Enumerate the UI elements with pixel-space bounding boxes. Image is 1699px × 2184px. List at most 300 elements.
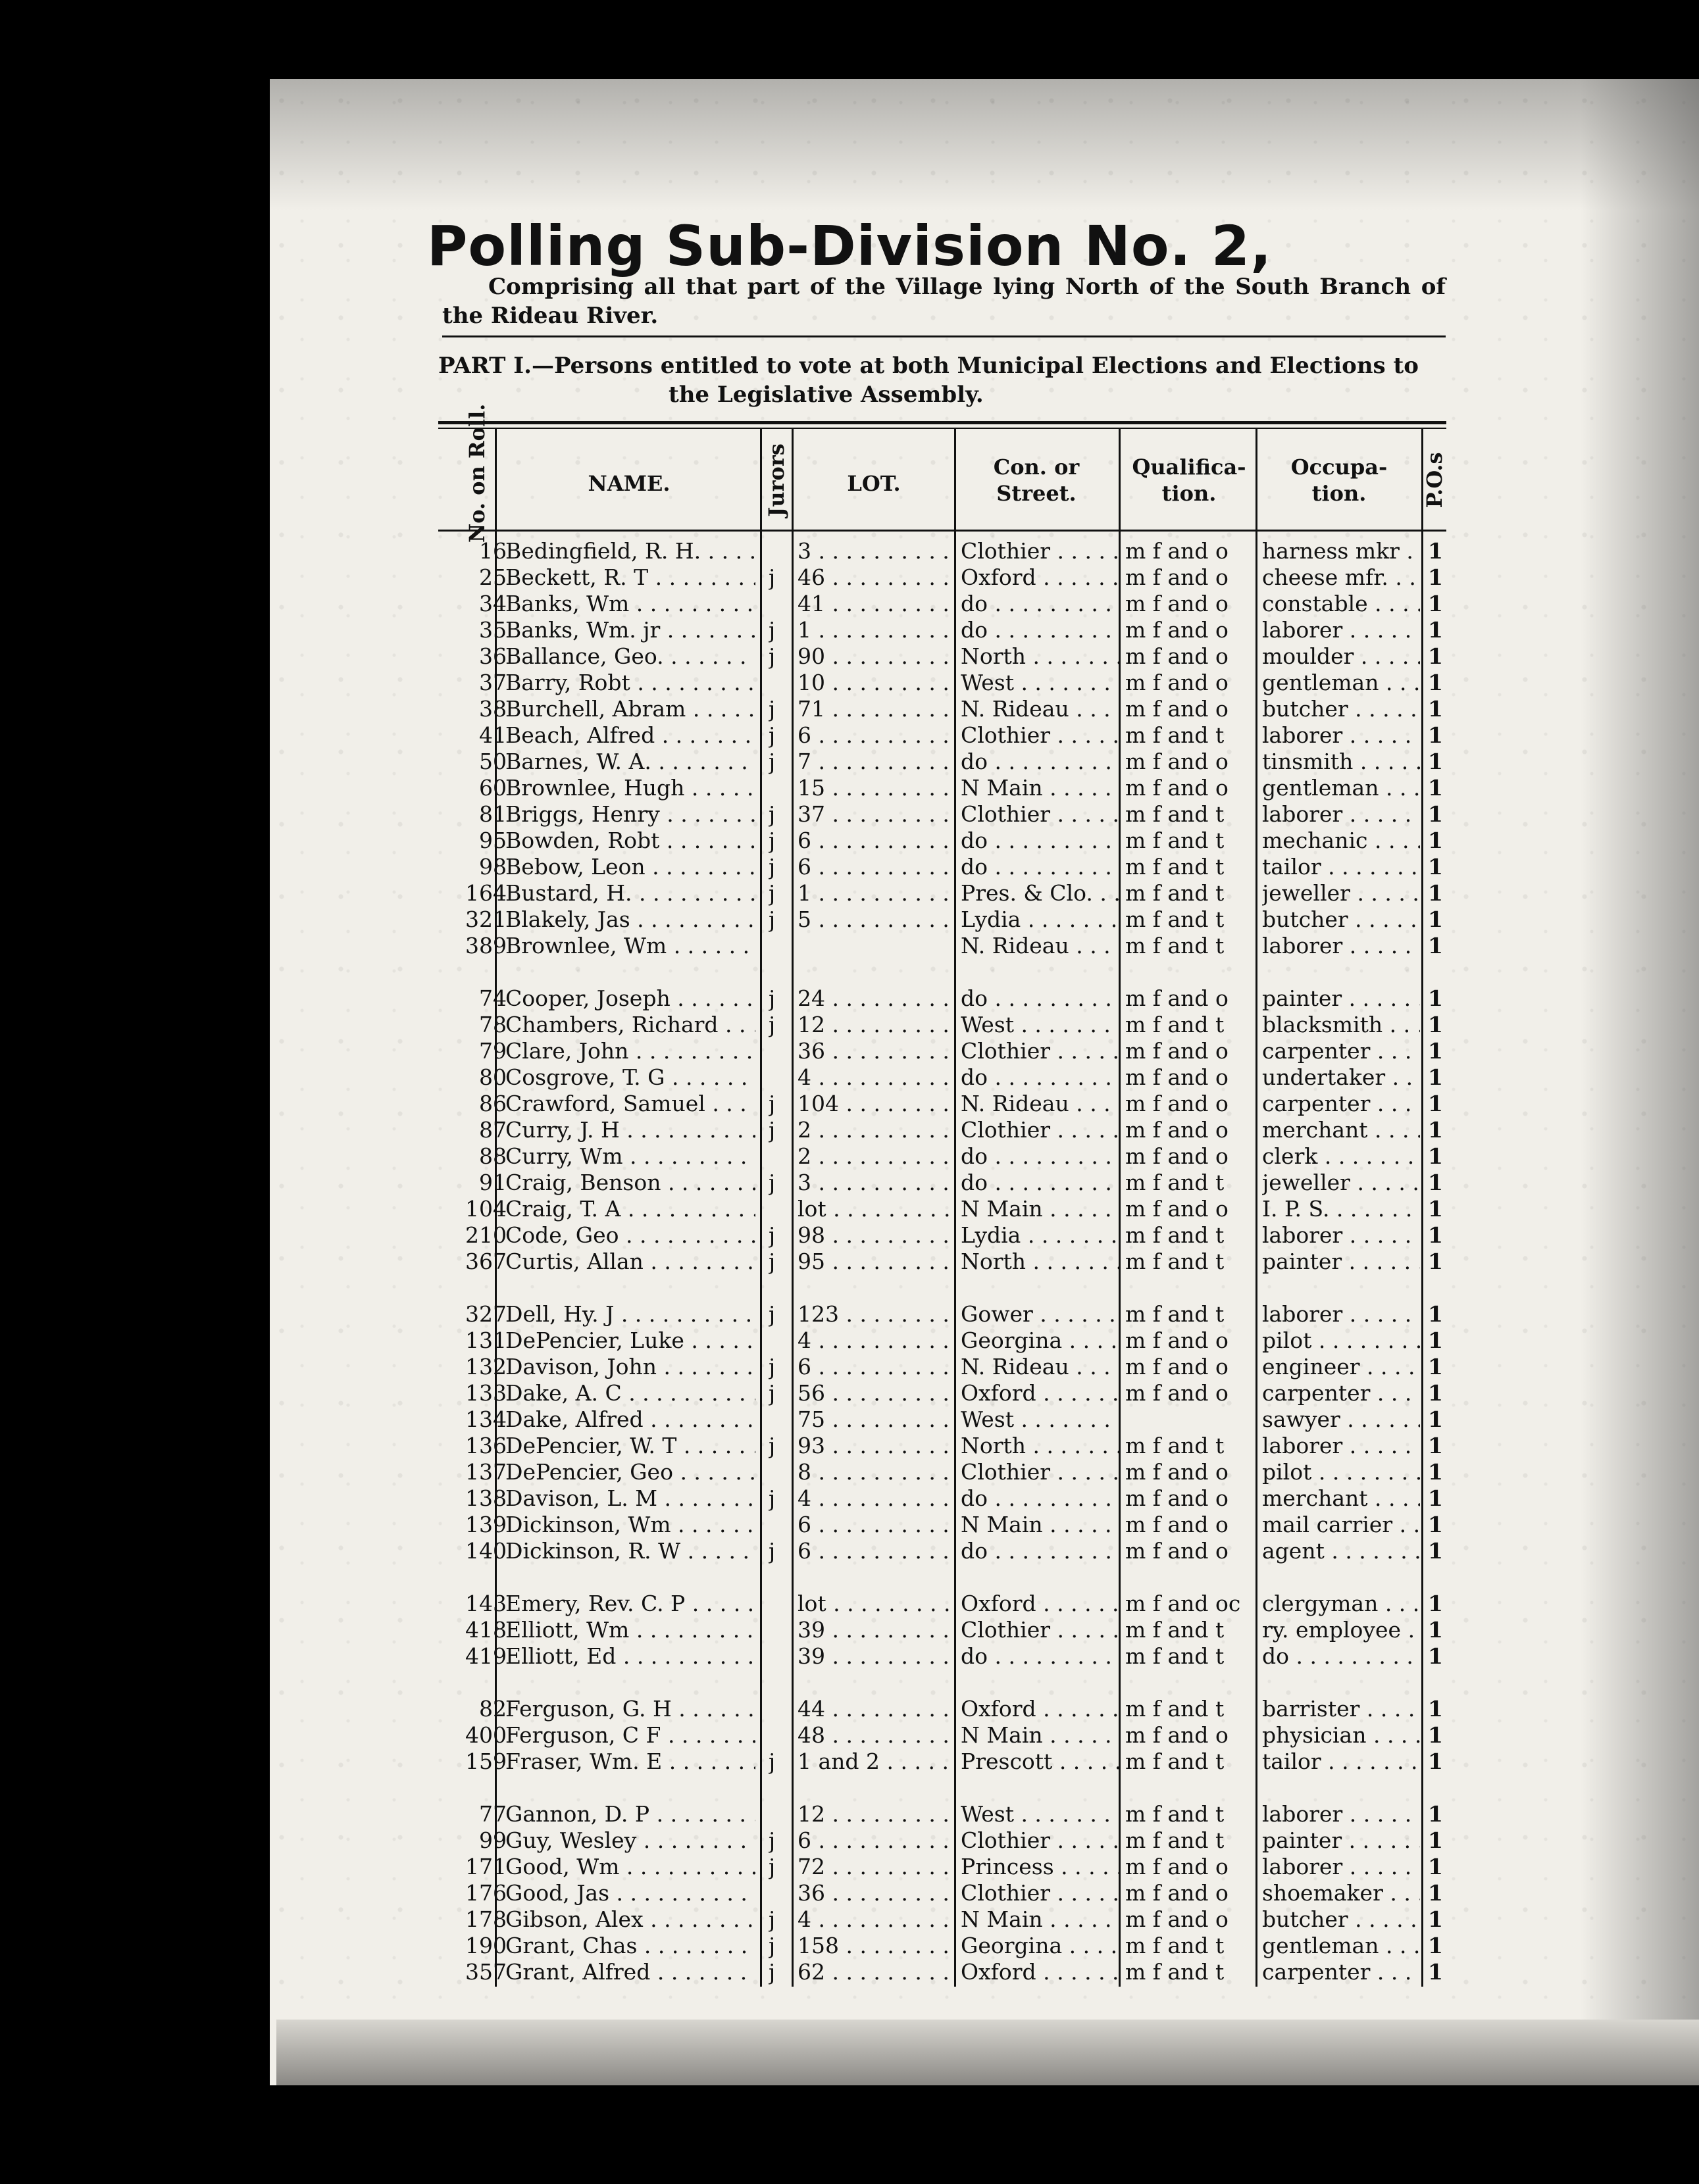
part-heading-line1: PART I.—Persons entitled to vote at both Municipal Elections and Elections to bbox=[438, 353, 1419, 379]
voter-name-cell: Crawford, Samuel . . . bbox=[505, 1091, 755, 1116]
po-cell: 1 bbox=[1428, 933, 1443, 958]
roll-number-cell: 60 bbox=[479, 775, 507, 801]
lot-cell: 6 . . . bbox=[798, 722, 949, 748]
voter-name-cell: Dake, A. C . . . bbox=[505, 1380, 755, 1406]
po-cell: 1 bbox=[1428, 775, 1443, 801]
juror-mark-cell: j bbox=[769, 1091, 776, 1116]
roll-number-cell: 139 bbox=[465, 1512, 507, 1537]
lot-cell: 12 . . . bbox=[798, 1801, 949, 1827]
po-cell: 1 bbox=[1428, 1591, 1443, 1616]
header-no-on-roll: No. on Roll. bbox=[465, 403, 490, 543]
voter-name-cell: DePencier, W. T . . . bbox=[505, 1433, 755, 1458]
con-street-cell: Clothier . . . bbox=[961, 1827, 1119, 1853]
occupation-cell: barrister . . . bbox=[1262, 1696, 1420, 1722]
po-cell: 1 bbox=[1428, 1433, 1443, 1458]
con-street-cell: do . . . bbox=[961, 617, 1119, 643]
occupation-cell: carpenter . . . bbox=[1262, 1091, 1420, 1116]
header-qualification: Qualifica-tion. bbox=[1132, 455, 1246, 506]
occupation-cell: constable . . . bbox=[1262, 591, 1420, 616]
con-street-cell: Clothier . . . bbox=[961, 1038, 1119, 1064]
qualification-cell: m f and oc bbox=[1125, 1591, 1241, 1616]
roll-number-cell: 91 bbox=[479, 1170, 507, 1195]
voter-name-cell: Good, Jas . . . bbox=[505, 1880, 755, 1906]
lot-cell: 24 . . . bbox=[798, 985, 949, 1011]
header-occupation: Occupa-tion. bbox=[1290, 455, 1388, 506]
po-cell: 1 bbox=[1428, 1196, 1443, 1222]
juror-mark-cell: j bbox=[769, 1906, 776, 1932]
po-cell: 1 bbox=[1428, 722, 1443, 748]
con-street-cell: do . . . bbox=[961, 749, 1119, 774]
lot-cell: 3 . . . bbox=[798, 1170, 949, 1195]
table-top-rule-thin bbox=[438, 428, 1446, 429]
voter-name-cell: Good, Wm . . . bbox=[505, 1854, 755, 1879]
occupation-cell: jeweller . . . bbox=[1262, 880, 1420, 906]
voter-name-cell: Elliott, Wm . . . bbox=[505, 1617, 755, 1643]
occupation-cell: merchant . . . bbox=[1262, 1117, 1420, 1143]
lot-cell: 123 . . . bbox=[798, 1301, 949, 1327]
con-street-cell: Clothier . . . bbox=[961, 722, 1119, 748]
roll-number-cell: 25 bbox=[479, 564, 507, 590]
con-street-cell: Pres. & Clo. . . . bbox=[961, 880, 1119, 906]
con-street-cell: do . . . bbox=[961, 1143, 1119, 1169]
roll-number-cell: 138 bbox=[465, 1485, 507, 1511]
po-cell: 1 bbox=[1428, 1091, 1443, 1116]
qualification-cell: m f and t bbox=[1125, 722, 1225, 748]
po-cell: 1 bbox=[1428, 538, 1443, 564]
roll-number-cell: 16 bbox=[479, 538, 507, 564]
juror-mark-cell: j bbox=[769, 801, 776, 827]
occupation-cell: clergyman . . . bbox=[1262, 1591, 1420, 1616]
po-cell: 1 bbox=[1428, 1827, 1443, 1853]
occupation-cell: laborer . . . bbox=[1262, 722, 1420, 748]
po-cell: 1 bbox=[1428, 749, 1443, 774]
voter-name-cell: Elliott, Ed . . . bbox=[505, 1643, 755, 1669]
qualification-cell: m f and t bbox=[1125, 880, 1225, 906]
voter-name-cell: Davison, L. M . . . bbox=[505, 1485, 755, 1511]
qualification-cell: m f and o bbox=[1125, 564, 1229, 590]
po-cell: 1 bbox=[1428, 1643, 1443, 1669]
juror-mark-cell: j bbox=[769, 1433, 776, 1458]
occupation-cell: shoemaker . . . bbox=[1262, 1880, 1420, 1906]
voter-name-cell: Beckett, R. T . . . bbox=[505, 564, 755, 590]
voter-name-cell: Clare, John . . . bbox=[505, 1038, 755, 1064]
voter-name-cell: Banks, Wm. jr . . . bbox=[505, 617, 755, 643]
occupation-cell: laborer . . . bbox=[1262, 1854, 1420, 1879]
header-lot: LOT. bbox=[847, 471, 901, 496]
roll-number-cell: 38 bbox=[479, 696, 507, 722]
roll-number-cell: 210 bbox=[465, 1222, 507, 1248]
lot-cell: 1 and 2 . . . bbox=[798, 1749, 949, 1774]
occupation-cell: do . . . bbox=[1262, 1643, 1420, 1669]
con-street-cell: Clothier . . . bbox=[961, 1880, 1119, 1906]
roll-number-cell: 190 bbox=[465, 1933, 507, 1958]
voter-name-cell: Burchell, Abram . . . bbox=[505, 696, 755, 722]
lot-cell: 1 . . . bbox=[798, 617, 949, 643]
qualification-cell: m f and t bbox=[1125, 933, 1225, 958]
voter-name-cell: Gibson, Alex . . . bbox=[505, 1906, 755, 1932]
juror-mark-cell: j bbox=[769, 722, 776, 748]
qualification-cell: m f and t bbox=[1125, 1801, 1225, 1827]
lot-cell: 12 . . . bbox=[798, 1012, 949, 1037]
roll-number-cell: 389 bbox=[465, 933, 507, 958]
lot-cell: 6 . . . bbox=[798, 1538, 949, 1564]
occupation-cell: physician . . . bbox=[1262, 1722, 1420, 1748]
con-street-cell: Prescott . . . bbox=[961, 1749, 1119, 1774]
roll-number-cell: 131 bbox=[465, 1328, 507, 1353]
juror-mark-cell: j bbox=[769, 854, 776, 880]
juror-mark-cell: j bbox=[769, 1354, 776, 1379]
po-cell: 1 bbox=[1428, 1801, 1443, 1827]
qualification-cell: m f and o bbox=[1125, 749, 1229, 774]
con-street-cell: West . . . bbox=[961, 1012, 1119, 1037]
roll-number-cell: 34 bbox=[479, 591, 507, 616]
lot-cell: 71 . . . bbox=[798, 696, 949, 722]
lot-cell: 46 . . . bbox=[798, 564, 949, 590]
juror-mark-cell: j bbox=[769, 1222, 776, 1248]
page-subtitle: Comprising all that part of the Village lying North of the South Branch of the Rideau River. bbox=[442, 274, 1446, 329]
lot-cell: 39 . . . bbox=[798, 1617, 949, 1643]
qualification-cell: m f and o bbox=[1125, 1064, 1229, 1090]
occupation-cell: butcher . . . bbox=[1262, 1906, 1420, 1932]
voter-name-cell: Barnes, W. A. . . . bbox=[505, 749, 755, 774]
po-cell: 1 bbox=[1428, 564, 1443, 590]
voter-name-cell: Cosgrove, T. G . . . bbox=[505, 1064, 755, 1090]
con-street-cell: do . . . bbox=[961, 1538, 1119, 1564]
occupation-cell: laborer . . . bbox=[1262, 1301, 1420, 1327]
occupation-cell: gentleman . . . bbox=[1262, 775, 1420, 801]
roll-number-cell: 400 bbox=[465, 1722, 507, 1748]
qualification-cell: m f and t bbox=[1125, 1249, 1225, 1274]
qualification-cell: m f and t bbox=[1125, 828, 1225, 853]
lot-cell: 90 . . . bbox=[798, 643, 949, 669]
juror-mark-cell: j bbox=[769, 880, 776, 906]
qualification-cell: m f and t bbox=[1125, 1933, 1225, 1958]
occupation-cell: carpenter . . . bbox=[1262, 1380, 1420, 1406]
voter-name-cell: DePencier, Geo . . . bbox=[505, 1459, 755, 1485]
roll-number-cell: 134 bbox=[465, 1406, 507, 1432]
po-cell: 1 bbox=[1428, 1959, 1443, 1985]
occupation-cell: merchant . . . bbox=[1262, 1485, 1420, 1511]
po-cell: 1 bbox=[1428, 1038, 1443, 1064]
voter-name-cell: Ferguson, G. H . . . bbox=[505, 1696, 755, 1722]
occupation-cell: pilot . . . bbox=[1262, 1328, 1420, 1353]
po-cell: 1 bbox=[1428, 670, 1443, 695]
col-divider-3 bbox=[792, 428, 794, 1987]
juror-mark-cell: j bbox=[769, 1301, 776, 1327]
po-cell: 1 bbox=[1428, 1354, 1443, 1379]
lot-cell: 7 . . . bbox=[798, 749, 949, 774]
roll-number-cell: 41 bbox=[479, 722, 507, 748]
voter-name-cell: DePencier, Luke . . . bbox=[505, 1328, 755, 1353]
qualification-cell: m f and o bbox=[1125, 1459, 1229, 1485]
occupation-cell: mail carrier . . . bbox=[1262, 1512, 1420, 1537]
lot-cell: 4 . . . bbox=[798, 1328, 949, 1353]
roll-number-cell: 159 bbox=[465, 1749, 507, 1774]
page-bottom-margin bbox=[276, 2020, 1699, 2085]
con-street-cell: N Main . . . bbox=[961, 775, 1119, 801]
col-divider-7 bbox=[1421, 428, 1423, 1987]
juror-mark-cell: j bbox=[769, 1959, 776, 1985]
roll-number-cell: 86 bbox=[479, 1091, 507, 1116]
juror-mark-cell: j bbox=[769, 906, 776, 932]
lot-cell: 72 . . . bbox=[798, 1854, 949, 1879]
qualification-cell: m f and t bbox=[1125, 1170, 1225, 1195]
po-cell: 1 bbox=[1428, 1485, 1443, 1511]
qualification-cell: m f and o bbox=[1125, 1722, 1229, 1748]
con-street-cell: Oxford . . . bbox=[961, 1591, 1119, 1616]
voter-name-cell: Blakely, Jas . . . bbox=[505, 906, 755, 932]
po-cell: 1 bbox=[1428, 696, 1443, 722]
lot-cell: 62 . . . bbox=[798, 1959, 949, 1985]
qualification-cell: m f and o bbox=[1125, 670, 1229, 695]
occupation-cell: painter . . . bbox=[1262, 1249, 1420, 1274]
voter-name-cell: Cooper, Joseph . . . bbox=[505, 985, 755, 1011]
roll-number-cell: 357 bbox=[465, 1959, 507, 1985]
lot-cell: 8 . . . bbox=[798, 1459, 949, 1485]
occupation-cell: laborer . . . bbox=[1262, 617, 1420, 643]
header-name: NAME. bbox=[588, 471, 671, 496]
occupation-cell: laborer . . . bbox=[1262, 801, 1420, 827]
header-bottom-rule bbox=[438, 530, 1446, 532]
po-cell: 1 bbox=[1428, 1064, 1443, 1090]
con-street-cell: do . . . bbox=[961, 1170, 1119, 1195]
occupation-cell: gentleman . . . bbox=[1262, 1933, 1420, 1958]
qualification-cell: m f and t bbox=[1125, 1222, 1225, 1248]
lot-cell: 6 . . . bbox=[798, 854, 949, 880]
po-cell: 1 bbox=[1428, 1933, 1443, 1958]
occupation-cell: painter . . . bbox=[1262, 1827, 1420, 1853]
con-street-cell: N Main . . . bbox=[961, 1196, 1119, 1222]
po-cell: 1 bbox=[1428, 1117, 1443, 1143]
roll-number-cell: 82 bbox=[479, 1696, 507, 1722]
roll-number-cell: 321 bbox=[465, 906, 507, 932]
con-street-cell: N. Rideau . . . bbox=[961, 933, 1119, 958]
lot-cell: 3 . . . bbox=[798, 538, 949, 564]
occupation-cell: I. P. S. . . . bbox=[1262, 1196, 1420, 1222]
con-street-cell: Clothier . . . bbox=[961, 538, 1119, 564]
voter-name-cell: Dake, Alfred . . . bbox=[505, 1406, 755, 1432]
voter-name-cell: Brownlee, Hugh . . . bbox=[505, 775, 755, 801]
po-cell: 1 bbox=[1428, 1538, 1443, 1564]
lot-cell: 75 . . . bbox=[798, 1406, 949, 1432]
occupation-cell: ry. employee . . . bbox=[1262, 1617, 1420, 1643]
qualification-cell: m f and o bbox=[1125, 1091, 1229, 1116]
qualification-cell: m f and o bbox=[1125, 696, 1229, 722]
occupation-cell: tailor . . . bbox=[1262, 1749, 1420, 1774]
po-cell: 1 bbox=[1428, 880, 1443, 906]
occupation-cell: butcher . . . bbox=[1262, 906, 1420, 932]
con-street-cell: Oxford . . . bbox=[961, 1959, 1119, 1985]
juror-mark-cell: j bbox=[769, 617, 776, 643]
voter-name-cell: Ballance, Geo. . . . bbox=[505, 643, 755, 669]
con-street-cell: do . . . bbox=[961, 1064, 1119, 1090]
con-street-cell: N Main . . . bbox=[961, 1722, 1119, 1748]
con-street-cell: North . . . bbox=[961, 1249, 1119, 1274]
con-street-cell: Oxford . . . bbox=[961, 1696, 1119, 1722]
lot-cell: 95 . . . bbox=[798, 1249, 949, 1274]
lot-cell: 1 . . . bbox=[798, 880, 949, 906]
roll-number-cell: 80 bbox=[479, 1064, 507, 1090]
con-street-cell: N Main . . . bbox=[961, 1906, 1119, 1932]
qualification-cell: m f and t bbox=[1125, 1827, 1225, 1853]
lot-cell: lot . . . bbox=[798, 1591, 949, 1616]
con-street-cell: N Main . . . bbox=[961, 1512, 1119, 1537]
qualification-cell: m f and o bbox=[1125, 1880, 1229, 1906]
juror-mark-cell: j bbox=[769, 749, 776, 774]
roll-number-cell: 81 bbox=[479, 801, 507, 827]
header-con-street: Con. or Street. bbox=[993, 455, 1080, 506]
qualification-cell: m f and o bbox=[1125, 1038, 1229, 1064]
qualification-cell: m f and o bbox=[1125, 1485, 1229, 1511]
juror-mark-cell: j bbox=[769, 1749, 776, 1774]
con-street-cell: Clothier . . . bbox=[961, 801, 1119, 827]
roll-number-cell: 143 bbox=[465, 1591, 507, 1616]
part-heading-line2: the Legislative Assembly. bbox=[669, 382, 984, 408]
roll-number-cell: 164 bbox=[465, 880, 507, 906]
lot-cell: 15 . . . bbox=[798, 775, 949, 801]
occupation-cell: tailor . . . bbox=[1262, 854, 1420, 880]
header-po: P.O.s bbox=[1422, 452, 1447, 509]
roll-number-cell: 137 bbox=[465, 1459, 507, 1485]
occupation-cell: jeweller . . . bbox=[1262, 1170, 1420, 1195]
occupation-cell: undertaker . . . bbox=[1262, 1064, 1420, 1090]
con-street-cell: Oxford . . . bbox=[961, 564, 1119, 590]
roll-number-cell: 78 bbox=[479, 1012, 507, 1037]
po-cell: 1 bbox=[1428, 1301, 1443, 1327]
voter-name-cell: Chambers, Richard . . . bbox=[505, 1012, 755, 1037]
roll-number-cell: 367 bbox=[465, 1249, 507, 1274]
roll-number-cell: 104 bbox=[465, 1196, 507, 1222]
occupation-cell: laborer . . . bbox=[1262, 1222, 1420, 1248]
occupation-cell: pilot . . . bbox=[1262, 1459, 1420, 1485]
occupation-cell: butcher . . . bbox=[1262, 696, 1420, 722]
lot-cell: 6 . . . bbox=[798, 1512, 949, 1537]
lot-cell: 4 . . . bbox=[798, 1906, 949, 1932]
qualification-cell: m f and t bbox=[1125, 1749, 1225, 1774]
roll-number-cell: 88 bbox=[479, 1143, 507, 1169]
occupation-cell: sawyer . . . bbox=[1262, 1406, 1420, 1432]
juror-mark-cell: j bbox=[769, 1538, 776, 1564]
voter-name-cell: Gannon, D. P . . . bbox=[505, 1801, 755, 1827]
roll-number-cell: 37 bbox=[479, 670, 507, 695]
con-street-cell: West . . . bbox=[961, 670, 1119, 695]
voter-name-cell: Beach, Alfred . . . bbox=[505, 722, 755, 748]
po-cell: 1 bbox=[1428, 1696, 1443, 1722]
qualification-cell: m f and o bbox=[1125, 1854, 1229, 1879]
voter-name-cell: Dickinson, Wm . . . bbox=[505, 1512, 755, 1537]
qualification-cell: m f and o bbox=[1125, 617, 1229, 643]
roll-number-cell: 140 bbox=[465, 1538, 507, 1564]
juror-mark-cell: j bbox=[769, 1854, 776, 1879]
con-street-cell: Lydia . . . bbox=[961, 1222, 1119, 1248]
occupation-cell: carpenter . . . bbox=[1262, 1038, 1420, 1064]
con-street-cell: Lydia . . . bbox=[961, 906, 1119, 932]
lot-cell: 6 . . . bbox=[798, 1827, 949, 1853]
roll-number-cell: 77 bbox=[479, 1801, 507, 1827]
qualification-cell: m f and t bbox=[1125, 854, 1225, 880]
lot-cell: 37 . . . bbox=[798, 801, 949, 827]
qualification-cell: m f and o bbox=[1125, 985, 1229, 1011]
qualification-cell: m f and o bbox=[1125, 1117, 1229, 1143]
col-divider-5 bbox=[1119, 428, 1121, 1987]
con-street-cell: do . . . bbox=[961, 1643, 1119, 1669]
voter-name-cell: Curry, Wm . . . bbox=[505, 1143, 755, 1169]
con-street-cell: Georgina . . . bbox=[961, 1328, 1119, 1353]
occupation-cell: gentleman . . . bbox=[1262, 670, 1420, 695]
roll-number-cell: 79 bbox=[479, 1038, 507, 1064]
voter-name-cell: Craig, T. A . . . bbox=[505, 1196, 755, 1222]
juror-mark-cell: j bbox=[769, 985, 776, 1011]
qualification-cell: m f and t bbox=[1125, 1617, 1225, 1643]
po-cell: 1 bbox=[1428, 1012, 1443, 1037]
qualification-cell: m f and t bbox=[1125, 906, 1225, 932]
voter-name-cell: Fraser, Wm. E . . . bbox=[505, 1749, 755, 1774]
po-cell: 1 bbox=[1428, 1249, 1443, 1274]
con-street-cell: do . . . bbox=[961, 1485, 1119, 1511]
qualification-cell: m f and o bbox=[1125, 1143, 1229, 1169]
occupation-cell: laborer . . . bbox=[1262, 1433, 1420, 1458]
con-street-cell: Clothier . . . bbox=[961, 1117, 1119, 1143]
voter-name-cell: Bowden, Robt . . . bbox=[505, 828, 755, 853]
voter-name-cell: Barry, Robt . . . bbox=[505, 670, 755, 695]
roll-number-cell: 87 bbox=[479, 1117, 507, 1143]
po-cell: 1 bbox=[1428, 1380, 1443, 1406]
lot-cell: 56 . . . bbox=[798, 1380, 949, 1406]
roll-number-cell: 99 bbox=[479, 1827, 507, 1853]
juror-mark-cell: j bbox=[769, 1117, 776, 1143]
roll-number-cell: 50 bbox=[479, 749, 507, 774]
po-cell: 1 bbox=[1428, 801, 1443, 827]
lot-cell: 6 . . . bbox=[798, 828, 949, 853]
con-street-cell: Georgina . . . bbox=[961, 1933, 1119, 1958]
roll-number-cell: 176 bbox=[465, 1880, 507, 1906]
qualification-cell: m f and t bbox=[1125, 1012, 1225, 1037]
con-street-cell: N. Rideau . . . bbox=[961, 696, 1119, 722]
voter-name-cell: Bebow, Leon . . . bbox=[505, 854, 755, 880]
voter-name-cell: Grant, Chas . . . bbox=[505, 1933, 755, 1958]
po-cell: 1 bbox=[1428, 1880, 1443, 1906]
voter-name-cell: Dickinson, R. W . . . bbox=[505, 1538, 755, 1564]
occupation-cell: agent . . . bbox=[1262, 1538, 1420, 1564]
qualification-cell: m f and t bbox=[1125, 1301, 1225, 1327]
roll-number-cell: 133 bbox=[465, 1380, 507, 1406]
po-cell: 1 bbox=[1428, 1617, 1443, 1643]
juror-mark-cell: j bbox=[769, 1485, 776, 1511]
roll-number-cell: 418 bbox=[465, 1617, 507, 1643]
juror-mark-cell: j bbox=[769, 564, 776, 590]
lot-cell: 93 . . . bbox=[798, 1433, 949, 1458]
po-cell: 1 bbox=[1428, 1749, 1443, 1774]
roll-number-cell: 327 bbox=[465, 1301, 507, 1327]
lot-cell: 39 . . . bbox=[798, 1643, 949, 1669]
po-cell: 1 bbox=[1428, 1143, 1443, 1169]
juror-mark-cell: j bbox=[769, 643, 776, 669]
con-street-cell: West . . . bbox=[961, 1801, 1119, 1827]
roll-number-cell: 98 bbox=[479, 854, 507, 880]
juror-mark-cell: j bbox=[769, 696, 776, 722]
voter-name-cell: Davison, John . . . bbox=[505, 1354, 755, 1379]
po-cell: 1 bbox=[1428, 591, 1443, 616]
po-cell: 1 bbox=[1428, 1854, 1443, 1879]
con-street-cell: do . . . bbox=[961, 828, 1119, 853]
voter-name-cell: Banks, Wm . . . bbox=[505, 591, 755, 616]
con-street-cell: do . . . bbox=[961, 591, 1119, 616]
qualification-cell: m f and t bbox=[1125, 801, 1225, 827]
occupation-cell: clerk . . . bbox=[1262, 1143, 1420, 1169]
lot-cell: 6 . . . bbox=[798, 1354, 949, 1379]
voter-name-cell: Code, Geo . . . bbox=[505, 1222, 755, 1248]
qualification-cell: m f and o bbox=[1125, 538, 1229, 564]
